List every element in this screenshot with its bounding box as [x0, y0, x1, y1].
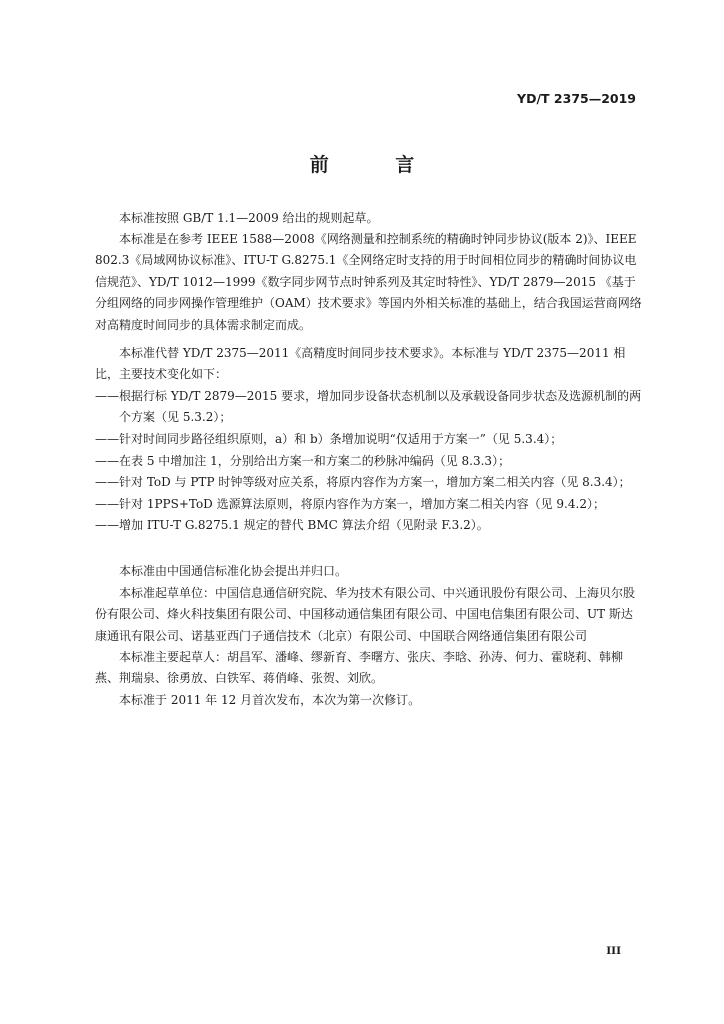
list-item-text: 针对时间同步路径组织原则，a）和 b）条增加说明“仅适用于方案一”（见 5.3.4）；	[119, 432, 563, 446]
page-title: 前 言	[309, 154, 445, 176]
paragraph-references: 本标准是在参考 IEEE 1588—2008《网络测量和控制系统的精确时钟同步协议(版本 2)》、IEEE 802.3《局域网协议标准》、ITU-T G.8275.1《全网络定时支持的用于时间相位同步的精确时间协议电信规范》、YD/T 1012—1999《数字同步网节点时钟系列及其定时特性》、YD/T 2879—2015 《基于分组网络的同步网操作管理维护（OAM）技术要求》等国内外相关标准的基础上，结合我国运营商网络对高精度时间同步的具体需求制定而成。	[95, 232, 642, 332]
list-item-text: 针对 ToD 与 PTP 时钟等级对应关系，将原内容作为方案一，增加方案二相关内容（见 8.3.4）；	[119, 475, 631, 489]
list-item-text: 增加 ITU-T G.8275.1 规定的替代 BMC 算法介绍（见附录 F.3.2）。	[119, 518, 489, 532]
paragraph-drafting-units: 本标准起草单位：中国信息通信研究院、华为技术有限公司、中兴通讯股份有限公司、上海贝尔股份有限公司、烽火科技集团有限公司、中国移动通信集团有限公司、中国电信集团有限公司、UT 斯达康通讯有限公司、诺基亚西门子通信技术（北京）有限公司、中国联合网络通信集团有限公司	[95, 586, 636, 643]
list-item	[95, 451, 643, 472]
list-item	[95, 515, 643, 536]
dash-mark: ——	[95, 497, 119, 511]
document-code: YD/T 2375—2019	[517, 91, 636, 106]
paragraph-replacement: 本标准代替 YD/T 2375—2011《高精度时间同步技术要求》。本标准与 YD/T 2375—2011 相比，主要技术变化如下：	[95, 346, 626, 382]
list-item	[95, 494, 643, 515]
page-number: III	[606, 945, 621, 957]
dash-mark: ——	[95, 475, 119, 489]
dash-mark: ——	[95, 389, 119, 403]
paragraph-revision-history: 本标准于 2011 年 12 月首次发布，本次为第一次修订。	[119, 693, 421, 707]
dash-mark: ——	[95, 454, 119, 468]
paragraph-drafters: 本标准主要起草人：胡昌军、潘峰、缪新育、李曙方、张庆、李晗、孙涛、何力、霍晓莉、韩柳燕、荆瑞泉、徐勇放、白铁军、蒋俏峰、张贺、刘欣。	[95, 650, 624, 686]
dash-mark: ——	[95, 518, 119, 532]
dash-mark: ——	[95, 432, 119, 446]
paragraph-proposer: 本标准由中国通信标准化协会提出并归口。	[119, 564, 348, 578]
list-item	[95, 429, 643, 450]
paragraph-drafting-rules: 本标准按照 GB/T 1.1—2009 给出的规则起草。	[119, 211, 379, 225]
list-item	[95, 472, 643, 493]
list-item-text: 针对 1PPS+ToD 选源算法原则，将原内容作为方案一，增加方案二相关内容（见 9.4.2）；	[119, 497, 605, 511]
list-item-text: 根据行标 YD/T 2879—2015 要求，增加同步设备状态机制以及承载设备同步状态及选源机制的两个方案（见 5.3.2）；	[119, 389, 642, 425]
list-item-text: 在表 5 中增加注 1，分别给出方案一和方案二的秒脉冲编码（见 8.3.3）；	[119, 454, 511, 468]
list-item	[95, 386, 643, 429]
